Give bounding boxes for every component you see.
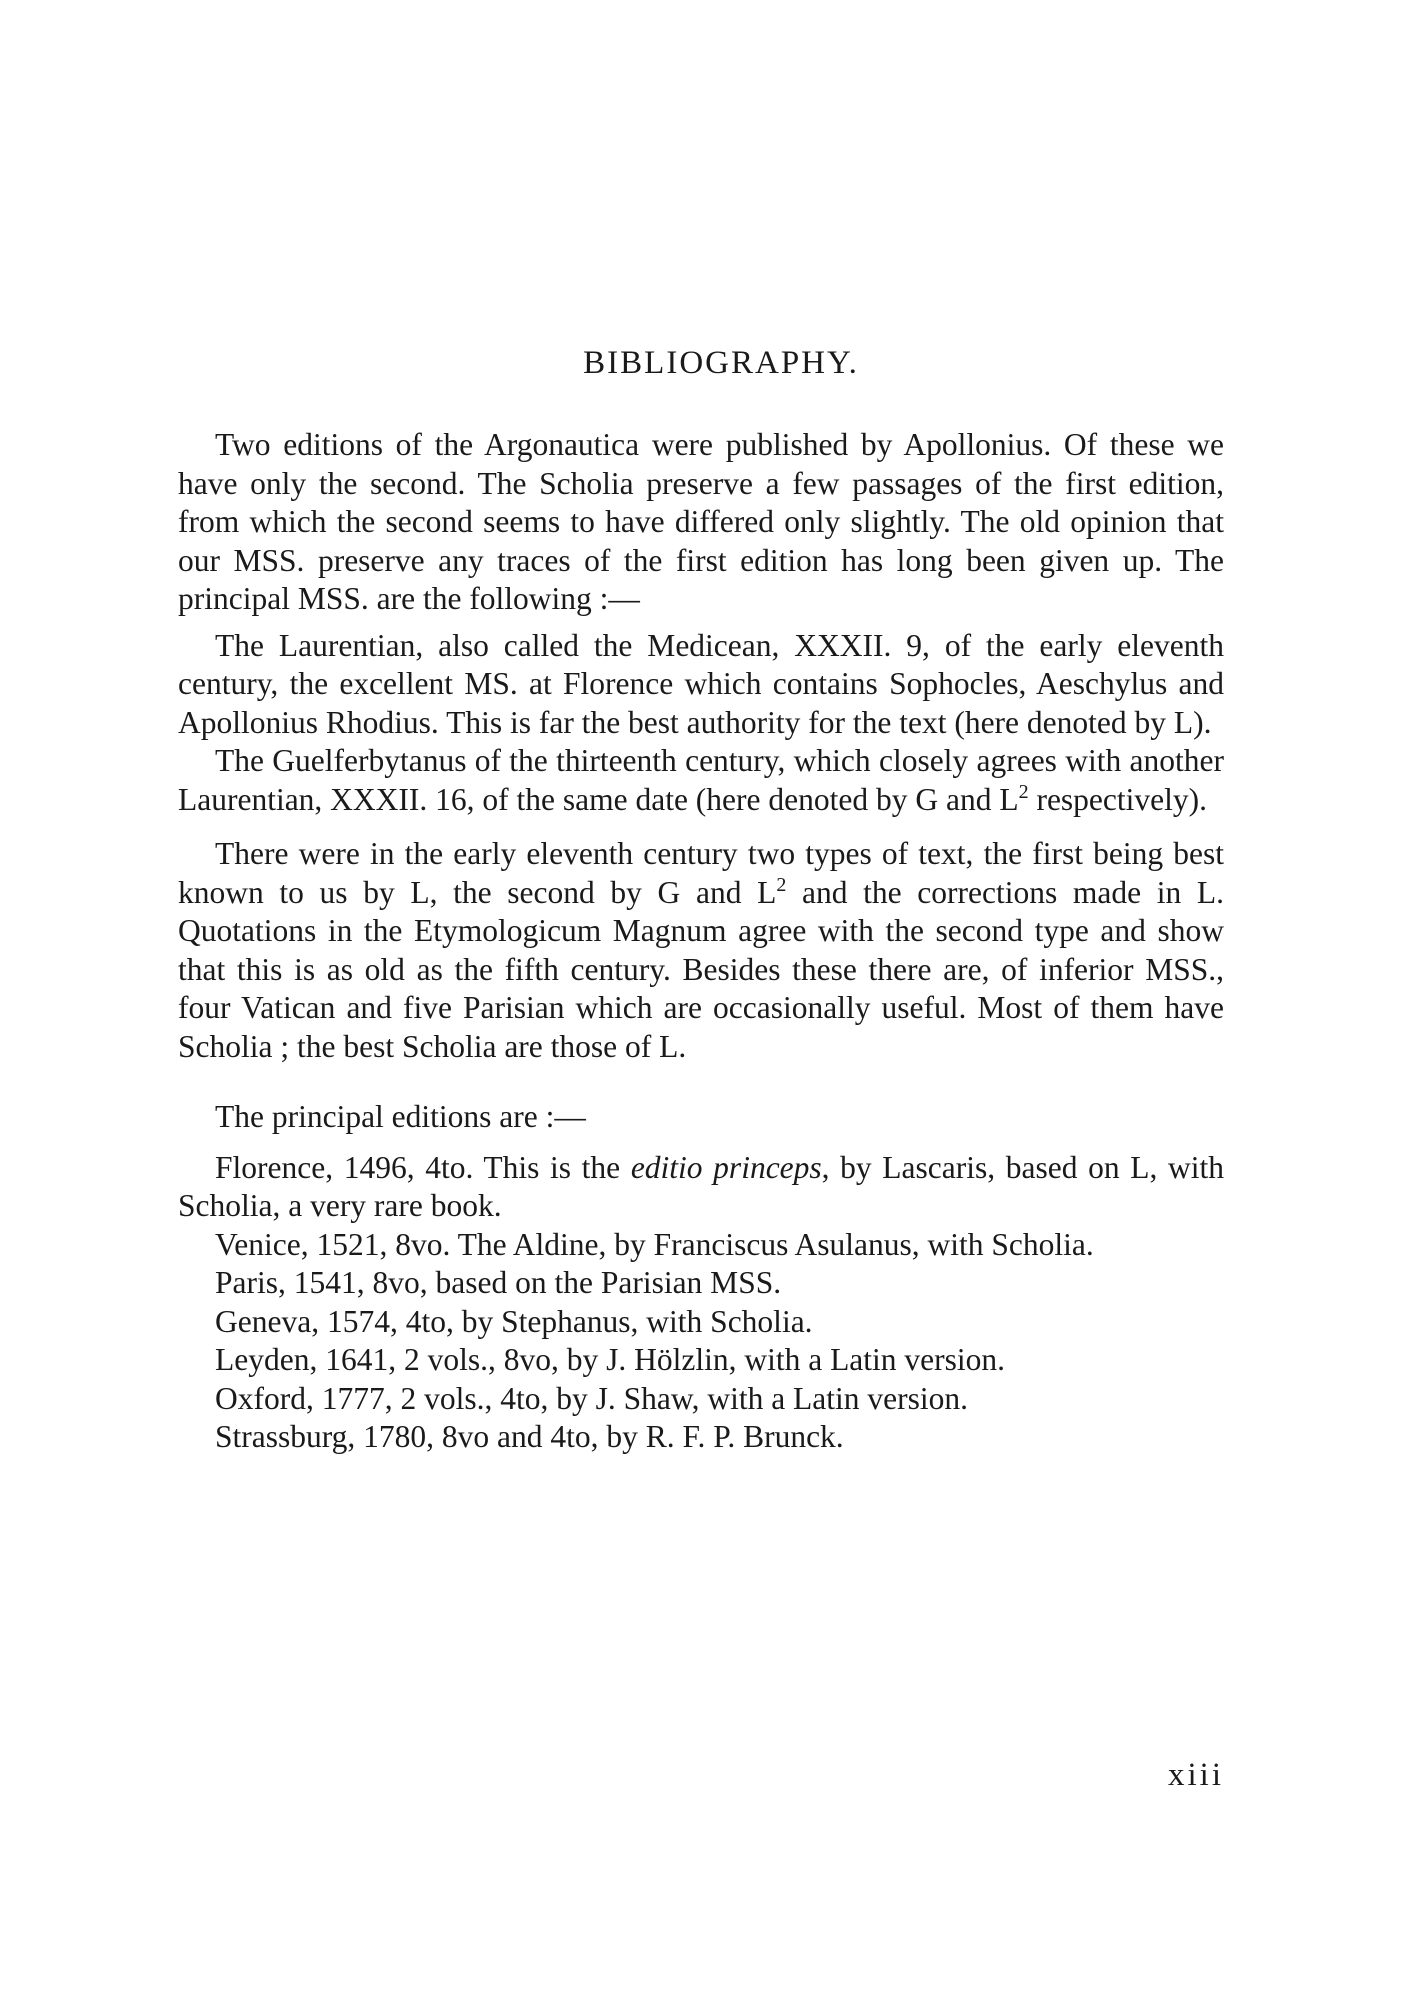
guelferbytanus-text-b: respectively). bbox=[1028, 781, 1207, 817]
edition-geneva: Geneva, 1574, 4to, by Stephanus, with Scholia. bbox=[215, 1303, 813, 1339]
page-title: BIBLIOGRAPHY. bbox=[583, 345, 859, 381]
page-content bbox=[178, 345, 1224, 1457]
editions-heading: The principal editions are :— bbox=[215, 1099, 586, 1134]
edition-venice: Venice, 1521, 8vo. The Aldine, by Franciscus Asulanus, with Scholia. bbox=[215, 1226, 1094, 1262]
editio-princeps-italic: editio princeps bbox=[630, 1149, 822, 1185]
edition-paris: Paris, 1541, 8vo, based on the Parisian MSS. bbox=[215, 1265, 782, 1300]
edition-florence bbox=[178, 1149, 1224, 1226]
edition-oxford: Oxford, 1777, 2 vols., 4to, by J. Shaw, with a Latin version. bbox=[215, 1380, 969, 1416]
page-number: xiii bbox=[1167, 1757, 1224, 1793]
intro-paragraph: Two editions of the Argonautica were published by Apollonius. Of these we have only the second. The Scholia preserve a few passages of the first edition, from which the second seems to have differed only slightly. The old opinion that our MSS. preserve any traces of the first edition has long been given up. The principal MSS. are the following :— bbox=[178, 427, 1224, 616]
text-types-text-b: and the corrections made in L. Quotations in the Etymologicum Magnum agree with the second type and show that this is as old as the fifth century. Besides these there are, of inferior MSS., four Vatican and five Parisian which are occasionally useful. Most of them have Scholia ; the best Scholia are those of L. bbox=[178, 874, 1224, 1064]
guelferbytanus-text-a: The Guelferbytanus of the thirteenth century, which closely agrees with another Laurentian, XXXII. 16, of the same date (here denoted by G and L bbox=[178, 743, 1224, 817]
edition-florence-text-b: , by Lascaris, based on L, with Scholia, a very rare book. bbox=[178, 1149, 1224, 1223]
superscript-2: 2 bbox=[1018, 780, 1029, 803]
edition-florence-text-a: Florence, 1496, 4to. This is the bbox=[215, 1149, 631, 1185]
edition-leyden: Leyden, 1641, 2 vols., 8vo, by J. Hölzlin, with a Latin version. bbox=[215, 1342, 1006, 1377]
edition-strassburg: Strassburg, 1780, 8vo and 4to, by R. F. P. Brunck. bbox=[215, 1419, 844, 1454]
text-types-paragraph bbox=[178, 835, 1224, 1066]
guelferbytanus-paragraph bbox=[178, 742, 1224, 819]
text-types-text-a: There were in the early eleventh century two types of text, the first being best known to us by L, the second by G and L bbox=[178, 836, 1224, 910]
laurentian-paragraph: The Laurentian, also called the Medicean, XXXII. 9, of the early eleventh century, the excellent MS. at Florence which contains Sophocles, Aeschylus and Apollonius Rhodius. This is far the best authority for the text (here denoted by L). bbox=[178, 627, 1224, 740]
superscript-2: 2 bbox=[776, 873, 787, 896]
